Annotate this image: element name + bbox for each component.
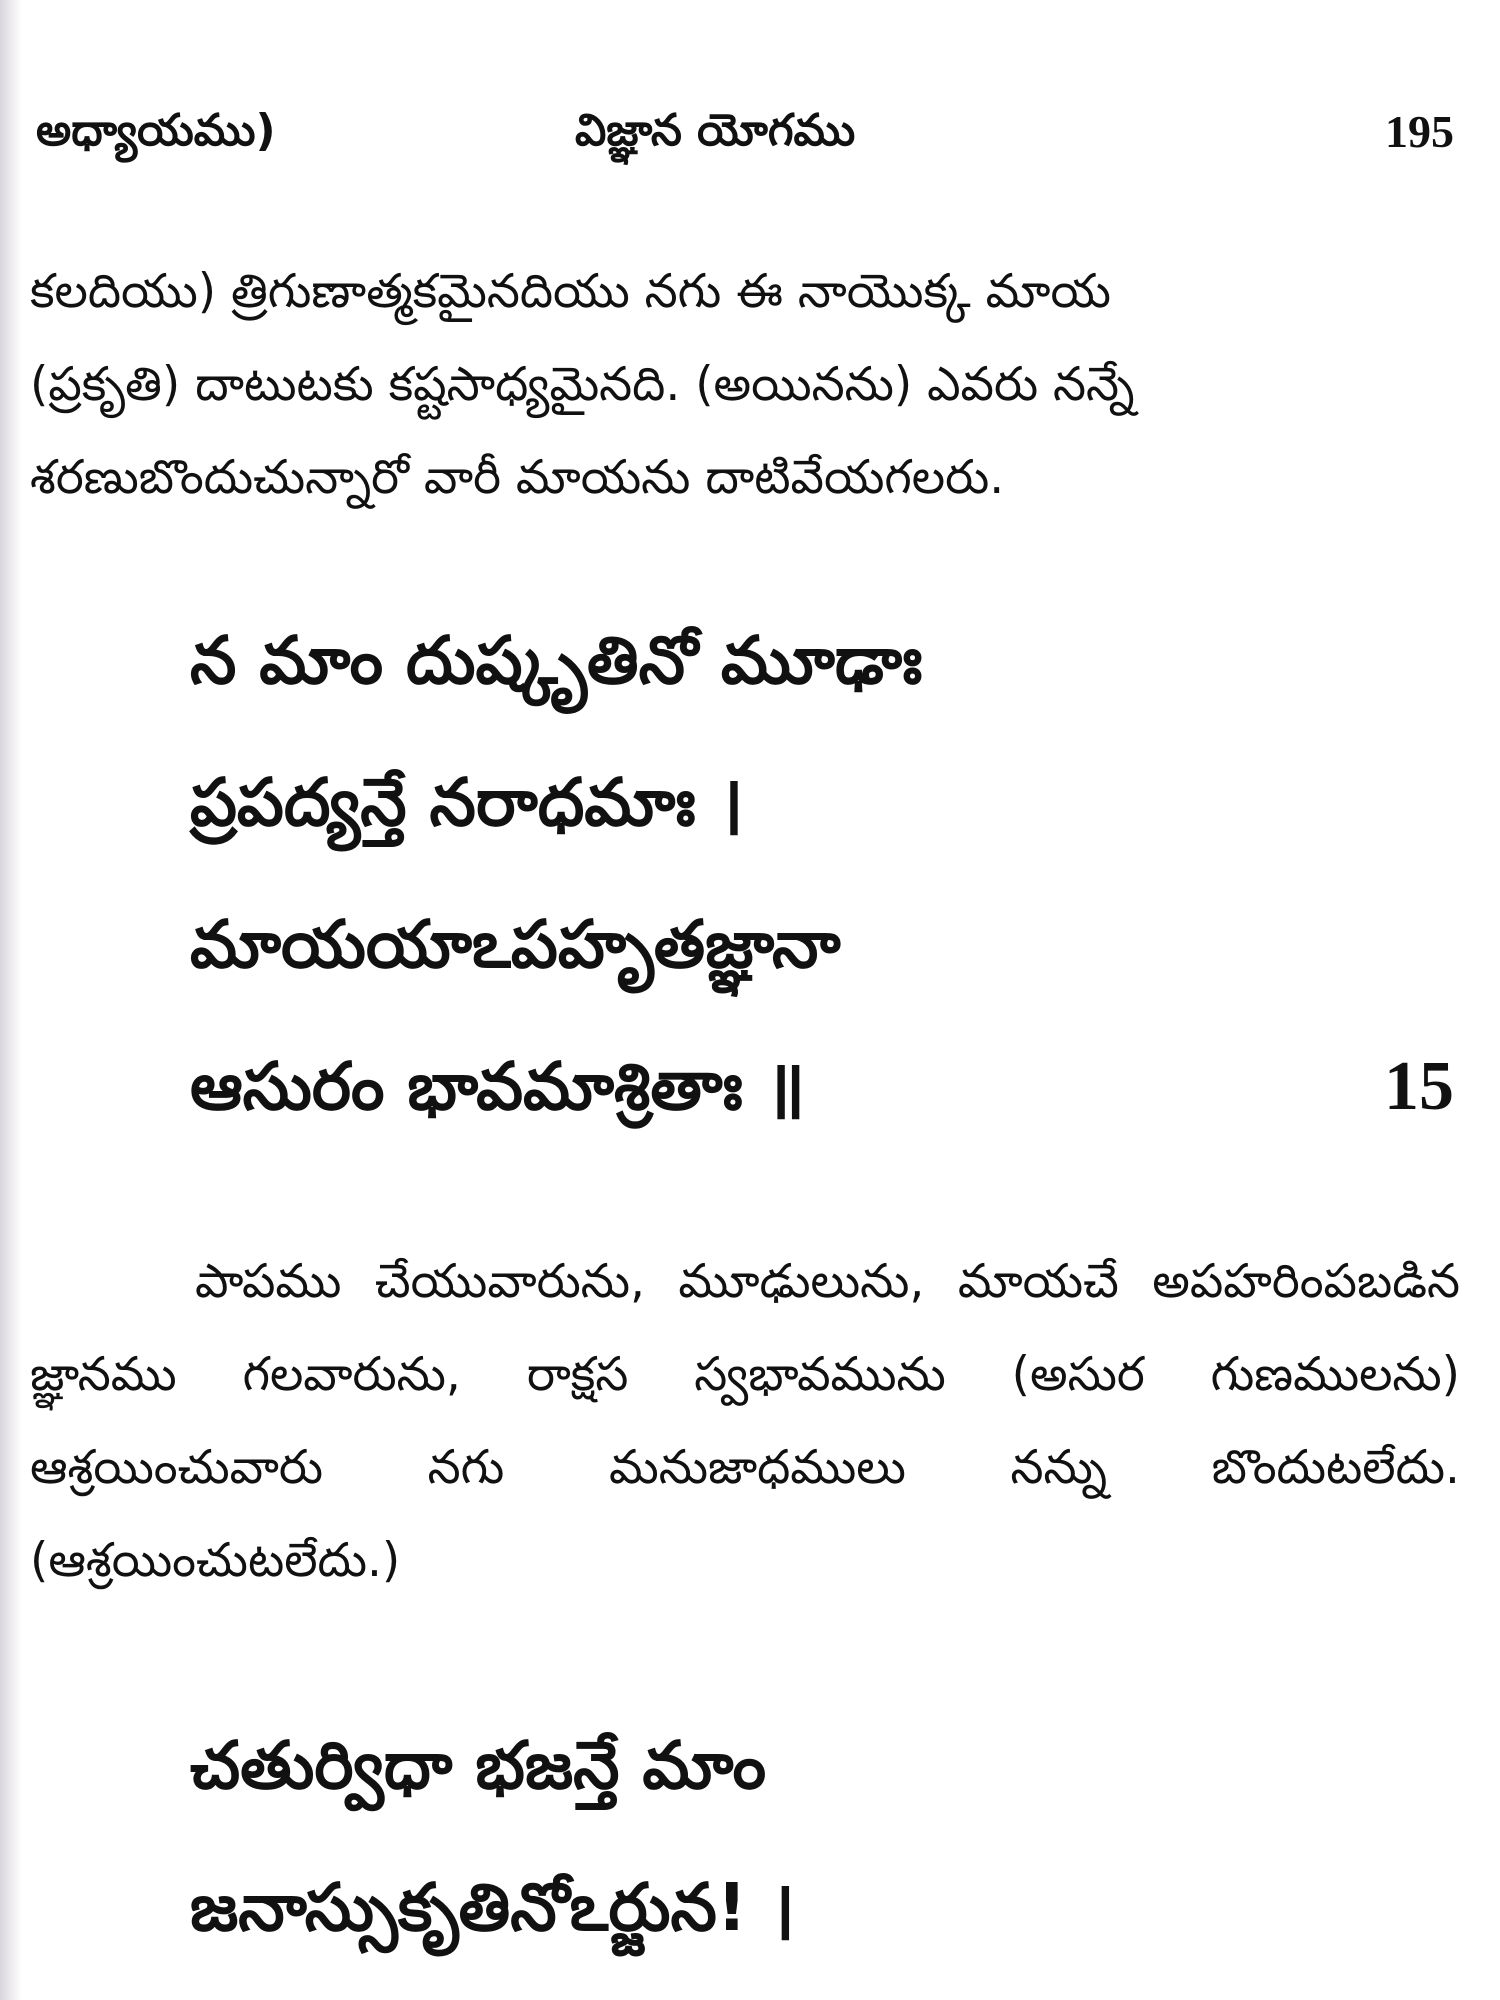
paragraph-line: శరణుబొందుచున్నారో వారీ మాయను దాటివేయగలరు.: [30, 450, 1005, 505]
verse-line: మాయయాఽపహృతజ్ఞానా: [190, 906, 841, 983]
paragraph-text: పాపము చేయువారును, మూఢులును, మాయచే అపహరింపబడిన జ్ఞానము గలవారును, రాక్షస స్వభావమును (అసుర గుణములను) ఆశ్రయించువారు నగు మనుజాధములు నన్ను బొందుటలేదు. (ఆశ్రయించుటలేదు.): [30, 1254, 1460, 1588]
page-edge-shadow: [0, 0, 22, 2000]
paragraph-line: కలదియు) త్రిగుణాత్మకమైనదియు నగు ఈ నాయొక్క మాయ: [30, 264, 1111, 319]
header-title: విజ్ఞాన యోగము: [575, 105, 856, 156]
header-chapter-label: అధ్యాయము): [36, 105, 276, 156]
verse-number: 15: [1384, 1048, 1454, 1125]
verse-line: ప్రపద్యన్తే నరాధమాః ।: [190, 764, 744, 841]
verse-line: చతుర్విధా భజన్తే మాం: [190, 1727, 767, 1804]
verse-line: న మాం దుష్కృతినో మూఢాః: [190, 622, 923, 699]
paragraph-line: (ప్రకృతి) దాటుటకు కష్టసాధ్యమైనది. (అయినను) ఎవరు నన్నే: [30, 357, 1135, 412]
verse-line: జనాస్సుకృతినోఽర్జున! ।: [190, 1869, 795, 1946]
commentary-paragraph-2: [30, 1235, 1460, 1607]
page-number: 195: [1385, 106, 1454, 157]
commentary-paragraph-1: [30, 245, 1460, 524]
verse-line: ఆసురం భావమాశ్రితాః ॥ 15: [190, 1016, 1470, 1158]
verse-16: [190, 1695, 1470, 1979]
verse-15: [190, 590, 1470, 1158]
running-header: [30, 105, 1470, 175]
